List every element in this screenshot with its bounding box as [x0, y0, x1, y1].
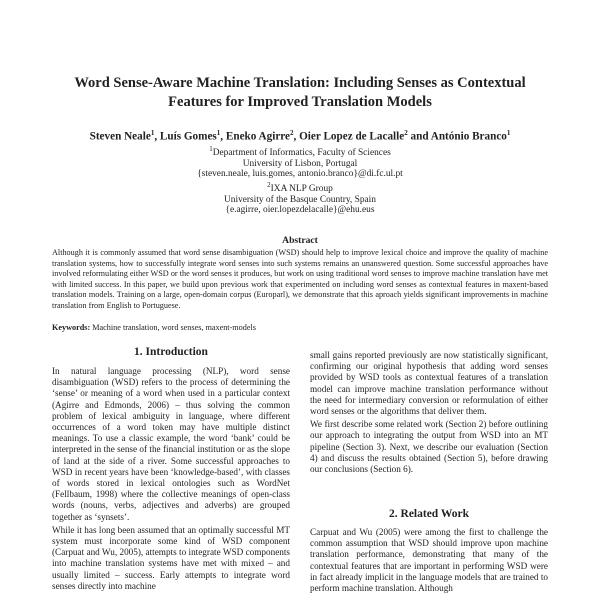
keywords-label: Keywords: — [52, 323, 91, 332]
keywords-text: Machine translation, word senses, maxent-models — [92, 323, 256, 332]
author-name: Steven Neale — [89, 130, 151, 143]
paragraph: small gains reported previously are now statistically significant, confirming our original hypothesis that adding word senses provided by WSD tools as contextual features of a translation model can improve machine translation performance without the need for intermediary conversion or reformulation of either word senses or the algorithms that deliver them. — [310, 350, 548, 417]
title-line-2: Features for Improved Translation Models — [168, 94, 432, 110]
author-affiliation-mark: 1 — [150, 129, 155, 137]
paragraph: Carpuat and Wu (2005) were among the first to challenge the common assumption that WSD should improve upon machine translation performance, demonstrating that many of the contextual features that are important in performing WSD were in fact already implicit in the language models that are trained to perform machine translation. Although — [310, 527, 548, 594]
author-name: Oier Lopez de Lacalle — [299, 130, 405, 143]
author-affiliation-mark: 2 — [290, 129, 294, 137]
section-heading-introduction: 1. Introduction — [134, 346, 208, 358]
paragraph: We first describe some related work (Section 2) before outlining our approach to integrating the output from WSD into an MT pipeline (Section 3). Next, we describe our evaluation (Section 4) and discuss the results obtained (Section 5), before drawing our conclusions (Section 6). — [310, 419, 548, 475]
affiliation-department: Department of Informatics, Faculty of Sciences — [212, 148, 391, 159]
author-separator: , — [293, 130, 300, 143]
paragraph: While it has long been assumed that an optimally successful MT system must incorporate some kind of WSD component (Carpuat and Wu, 2005), attempts to integrate WSD components into machine translation systems have met with mixed – and usually limited – success. Early attempts to integrate word senses directly into machine — [52, 524, 290, 591]
affiliation-email: {steven.neale, luis.gomes, antonio.branco}@di.fc.ul.pt — [197, 169, 403, 180]
author-list — [40, 129, 560, 143]
affiliation-mark: 1 — [209, 145, 213, 153]
author-separator: , — [220, 130, 226, 143]
author-name: António Branco — [430, 130, 507, 143]
author-affiliation-mark: 1 — [506, 129, 511, 137]
affiliation-university: University of Lisbon, Portugal — [242, 158, 358, 169]
affiliation-1 — [40, 144, 560, 180]
paper-title — [40, 74, 560, 112]
abstract-heading: Abstract — [282, 235, 318, 246]
author-name: Eneko Agirre — [225, 130, 291, 143]
keywords — [52, 323, 548, 332]
affiliation-group: IXA NLP Group — [270, 184, 333, 195]
section-heading-related-work: 2. Related Work — [389, 508, 469, 520]
author-affiliation-mark: 2 — [404, 129, 408, 137]
author-affiliation-mark: 1 — [216, 129, 221, 137]
right-column-continued — [310, 527, 548, 596]
author-name: Luís Gomes — [159, 130, 217, 143]
right-column — [310, 350, 548, 477]
paragraph: In natural language processing (NLP), word sense disambiguation (WSD) refers to the process of determining the ‘sense’ or meaning of a word when used in a particular context (Agirre and Edmonds, 2006) – thus solving the common problem of lexical ambiguity in language, where different occurrences of a word token may have multiple distinct meanings. To use a classic example, the word ‘bank’ could be interpreted in the sense of the financial institution or as the slope of land at the side of a river. Some successful approaches to WSD in recent years have been ‘knowledge-based’, with classes of words stored in lexical ontologies such as WordNet (Fellbaum, 1998) where the collective meanings of open-class words (nouns, verbs, adjectives and adverbs) are grouped together as ‘synsets’. — [52, 366, 290, 522]
abstract-text: Although it is commonly assumed that word sense disambiguation (WSD) should help to improve lexical choice and improve the quality of machine translation systems, how to successfully integrate word senses into such systems remains an unanswered question. Some successful approaches have involved reformulating either WSD or the word senses it produces, but work on using traditional word senses to improve machine translation have met with limited success. In this paper, we build upon previous work that experimented on including word senses as contextual features in maxent-based translation models. Training on a large, open-domain corpus (Europarl), we demonstrate that this aproach yields significant improvements in machine translation from English to Portuguese. — [52, 248, 548, 310]
affiliation-2 — [40, 180, 560, 216]
author-separator: , — [154, 130, 160, 143]
affiliation-mark: 2 — [267, 181, 271, 189]
affiliation-university: University of the Basque Country, Spain — [224, 194, 376, 205]
title-line-1: Word Sense-Aware Machine Translation: Including Senses as Contextual — [74, 75, 526, 91]
affiliation-email: {e.agirre, oier.lopezdelacalle}@ehu.eus — [225, 205, 375, 216]
left-column — [52, 366, 290, 594]
author-separator: and — [407, 130, 431, 143]
